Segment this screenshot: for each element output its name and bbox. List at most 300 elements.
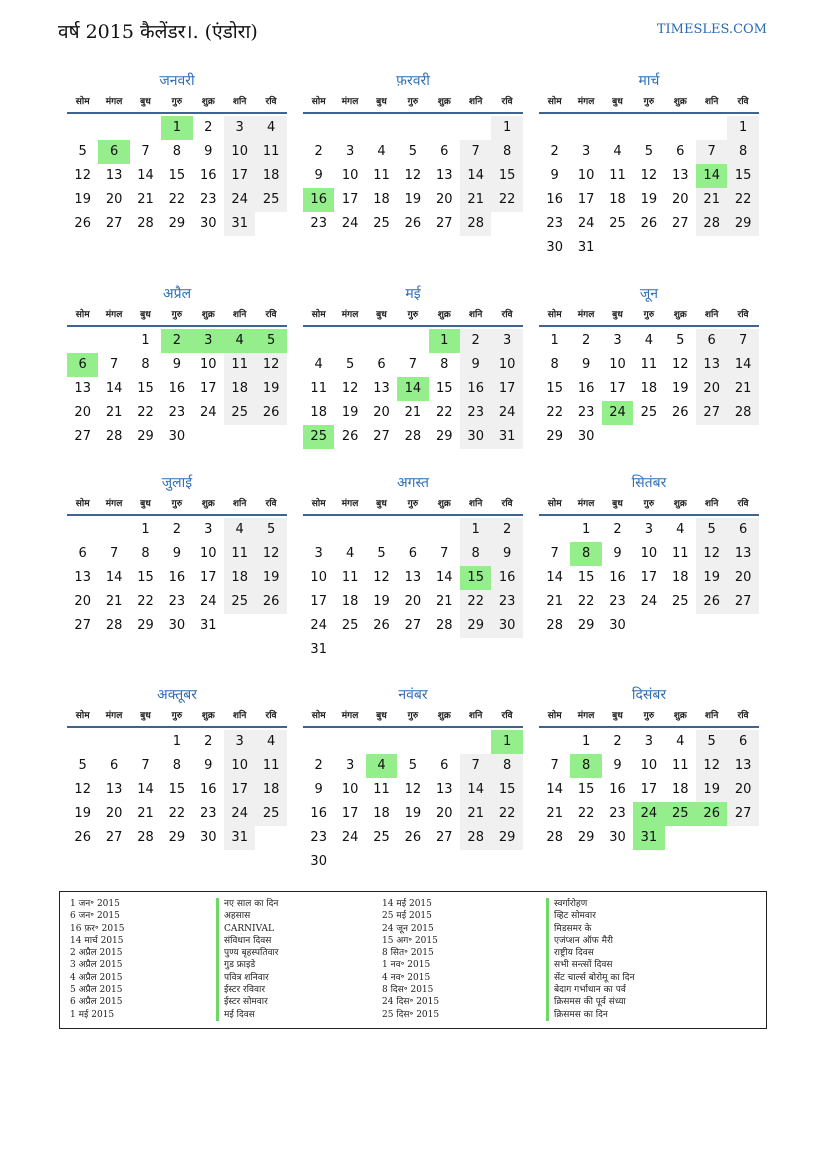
day-cell: 7: [550, 758, 559, 773]
day-cell: 31: [310, 642, 327, 657]
weekday-label: रवि: [265, 711, 277, 721]
weekday-label: सोम: [75, 97, 90, 107]
day-cell: 7: [141, 144, 150, 159]
days-grid: [539, 329, 759, 473]
day-cell: 22: [577, 594, 595, 609]
day-cell: 16: [460, 377, 491, 401]
legend-holiday-name: एजंप्शन ऑफ मैरी: [546, 935, 635, 947]
weekday-header: [303, 305, 523, 327]
day-cell: 16: [168, 381, 186, 396]
day-cell: 9: [613, 546, 622, 561]
weekday-label: सोम: [547, 499, 562, 509]
day-cell: 30: [200, 216, 217, 231]
day-cell: 11: [640, 357, 658, 372]
day-cell: 18: [255, 164, 286, 188]
day-cell: 21: [546, 594, 563, 609]
day-cell: 10: [310, 570, 327, 585]
day-cell: 18: [310, 405, 327, 420]
day-cell: 25: [373, 830, 390, 845]
day-cell: 12: [404, 782, 422, 797]
weekday-header: [67, 494, 287, 516]
holiday-day-cell: 8: [570, 542, 601, 566]
day-cell: 14: [460, 164, 491, 188]
weekday-label: रवि: [265, 310, 277, 320]
day-cell: 20: [727, 566, 758, 590]
day-cell: 9: [460, 353, 491, 377]
weekday-label: शनि: [232, 711, 247, 721]
weekday-label: शुक्र: [437, 711, 451, 721]
day-cell: 4: [345, 546, 355, 561]
day-cell: 15: [137, 381, 154, 396]
weekday-label: बुध: [612, 499, 623, 509]
holiday-day-cell: 26: [696, 802, 727, 826]
day-cell: 19: [640, 192, 658, 207]
day-cell: 9: [204, 144, 213, 159]
day-cell: 3: [644, 734, 654, 749]
day-cell: 16: [310, 806, 327, 821]
day-cell: 15: [727, 164, 758, 188]
day-cell: 12: [696, 542, 727, 566]
day-cell: 24: [341, 216, 359, 231]
day-cell: 9: [314, 782, 323, 797]
weekday-label: शुक्र: [673, 97, 687, 107]
legend-holiday-name: क्रिसमस का दिन: [546, 1009, 635, 1021]
day-cell: 15: [168, 782, 186, 797]
day-cell: 3: [613, 333, 622, 348]
legend-holiday-name: गुड फ्राइडे: [216, 959, 278, 971]
day-cell: 7: [460, 754, 491, 778]
days-grid: [539, 730, 759, 874]
weekday-label: शनि: [704, 310, 719, 320]
weekday-header: [539, 305, 759, 327]
day-cell: 26: [640, 216, 658, 231]
month-block: [67, 283, 287, 473]
day-cell: 17: [310, 594, 327, 609]
month-name: जुलाई: [161, 475, 193, 491]
day-cell: 27: [436, 830, 453, 845]
day-cell: 20: [373, 405, 390, 420]
weekday-label: मंगल: [341, 310, 359, 320]
day-cell: 23: [609, 594, 626, 609]
weekday-label: सोम: [547, 711, 562, 721]
month-name: जून: [639, 286, 659, 302]
day-cell: 24: [310, 618, 327, 633]
weekday-label: रवि: [737, 310, 749, 320]
day-cell: 23: [200, 806, 217, 821]
day-cell: 17: [341, 192, 359, 207]
weekday-label: गुरु: [171, 499, 183, 509]
day-cell: 21: [696, 188, 727, 212]
month-name: अक्तूबर: [157, 687, 197, 703]
day-cell: 12: [255, 353, 286, 377]
day-cell: 11: [609, 168, 626, 183]
day-cell: 29: [460, 614, 491, 638]
day-cell: 16: [200, 782, 217, 797]
weekday-header: [303, 706, 523, 728]
day-cell: 20: [74, 405, 91, 420]
day-cell: 28: [137, 830, 154, 845]
month-block: [539, 283, 759, 473]
holiday-day-cell: 16: [303, 188, 334, 212]
day-cell: 19: [74, 806, 91, 821]
day-cell: 28: [436, 618, 453, 633]
day-cell: 18: [672, 782, 689, 797]
legend-holiday-name: क्रिसमस की पूर्व संध्या: [546, 996, 635, 1008]
day-cell: 14: [460, 778, 491, 802]
legend-date: 6 अप्रैल 2015: [70, 997, 123, 1008]
day-cell: 11: [224, 542, 255, 566]
day-cell: 10: [200, 546, 217, 561]
days-grid: [67, 518, 287, 662]
day-cell: 4: [676, 522, 685, 537]
legend-names-left: [216, 898, 278, 1021]
weekday-label: शुक्र: [437, 310, 451, 320]
day-cell: 30: [168, 429, 186, 444]
legend-dates-left: [70, 898, 125, 1021]
day-cell: 7: [408, 357, 418, 372]
day-cell: 9: [581, 357, 591, 372]
weekday-label: बुध: [376, 310, 387, 320]
day-cell: 21: [436, 594, 453, 609]
day-cell: 5: [676, 333, 685, 348]
day-cell: 23: [577, 405, 595, 420]
day-cell: 29: [727, 212, 758, 236]
day-cell: 10: [341, 168, 359, 183]
month-block: [539, 472, 759, 662]
day-cell: 11: [672, 546, 689, 561]
day-cell: 30: [577, 429, 595, 444]
page-title: वर्ष 2015 कैलेंडर।. (एंडोरा): [58, 21, 258, 43]
day-cell: 5: [644, 144, 654, 159]
day-cell: 5: [696, 730, 727, 754]
legend-date: 4 अप्रैल 2015: [70, 972, 123, 983]
legend-date: 14 मई 2015: [382, 899, 432, 909]
legend-holiday-name: पवित्र शनिवार: [216, 972, 278, 984]
day-cell: 1: [550, 333, 559, 348]
day-cell: 21: [546, 806, 563, 821]
day-cell: 1: [727, 116, 758, 140]
day-cell: 10: [491, 353, 522, 377]
day-cell: 16: [168, 570, 186, 585]
day-cell: 5: [408, 144, 418, 159]
day-cell: 17: [609, 381, 626, 396]
weekday-label: शनि: [468, 499, 483, 509]
day-cell: 26: [696, 590, 727, 614]
weekday-label: मंगल: [577, 499, 595, 509]
day-cell: 10: [224, 140, 255, 164]
month-name: सितंबर: [631, 475, 667, 491]
holiday-day-cell: 4: [224, 329, 255, 353]
day-cell: 13: [727, 542, 758, 566]
day-cell: 27: [436, 216, 453, 231]
day-cell: 14: [105, 570, 123, 585]
weekday-label: शुक्र: [437, 499, 451, 509]
day-cell: 5: [408, 758, 418, 773]
day-cell: 29: [546, 429, 563, 444]
day-cell: 26: [373, 618, 390, 633]
day-cell: 22: [168, 192, 186, 207]
day-cell: 25: [373, 216, 390, 231]
day-cell: 15: [577, 570, 595, 585]
legend-date: 5 अप्रैल 2015: [70, 985, 123, 996]
day-cell: 21: [727, 377, 758, 401]
day-cell: 12: [640, 168, 658, 183]
weekday-header: [67, 706, 287, 728]
legend-holiday-name: CARNIVAL: [216, 923, 278, 935]
day-cell: 28: [137, 216, 154, 231]
holiday-day-cell: 2: [161, 329, 192, 353]
legend-holiday-name: पुण्य बृहस्पतिवार: [216, 947, 278, 959]
day-cell: 24: [224, 188, 255, 212]
day-cell: 20: [105, 192, 123, 207]
weekday-label: सोम: [311, 310, 326, 320]
weekday-label: गुरु: [407, 310, 419, 320]
day-cell: 29: [137, 618, 154, 633]
days-grid: [303, 730, 523, 874]
day-cell: 15: [491, 164, 522, 188]
day-cell: 29: [168, 830, 186, 845]
holiday-day-cell: 15: [460, 566, 491, 590]
month-block: [67, 472, 287, 662]
day-cell: 22: [577, 806, 595, 821]
day-cell: 11: [341, 570, 359, 585]
day-cell: 30: [168, 618, 186, 633]
day-cell: 15: [577, 782, 595, 797]
day-cell: 8: [491, 754, 522, 778]
legend-date: 15 अग॰ 2015: [382, 935, 438, 946]
day-cell: 26: [255, 590, 286, 614]
weekday-header: [67, 305, 287, 327]
day-cell: 6: [78, 546, 87, 561]
weekday-label: रवि: [737, 711, 749, 721]
day-cell: 7: [550, 546, 559, 561]
day-cell: 29: [436, 429, 453, 444]
weekday-label: मंगल: [105, 499, 123, 509]
day-cell: 23: [460, 401, 491, 425]
weekday-label: गुरु: [171, 711, 183, 721]
day-cell: 18: [224, 566, 255, 590]
day-cell: 19: [696, 778, 727, 802]
month-name: अगस्त: [396, 475, 429, 491]
day-cell: 23: [491, 590, 522, 614]
month-block: [303, 684, 523, 874]
day-cell: 15: [137, 570, 154, 585]
day-cell: 8: [141, 357, 150, 372]
day-cell: 13: [373, 381, 390, 396]
legend-date: 14 मार्च 2015: [70, 935, 124, 946]
weekday-label: रवि: [501, 711, 513, 721]
day-cell: 19: [404, 192, 422, 207]
weekday-label: शनि: [704, 499, 719, 509]
weekday-label: शुक्र: [673, 711, 687, 721]
day-cell: 4: [314, 357, 323, 372]
day-cell: 24: [224, 802, 255, 826]
day-cell: 16: [609, 570, 626, 585]
day-cell: 3: [224, 730, 255, 754]
day-cell: 10: [200, 357, 217, 372]
day-cell: 3: [224, 116, 255, 140]
day-cell: 19: [404, 806, 422, 821]
weekday-label: बुध: [612, 97, 623, 107]
legend-date: 4 नव॰ 2015: [382, 972, 431, 983]
day-cell: 15: [491, 778, 522, 802]
day-cell: 13: [436, 168, 453, 183]
day-cell: 7: [440, 546, 449, 561]
days-grid: [67, 116, 287, 260]
day-cell: 9: [613, 758, 622, 773]
day-cell: 31: [577, 240, 595, 255]
day-cell: 27: [74, 618, 91, 633]
day-cell: 26: [672, 405, 689, 420]
weekday-label: शुक्र: [673, 499, 687, 509]
weekday-label: सोम: [547, 310, 562, 320]
day-cell: 8: [550, 357, 559, 372]
weekday-label: शनि: [468, 97, 483, 107]
days-grid: [303, 518, 523, 662]
day-cell: 25: [224, 590, 255, 614]
day-cell: 26: [404, 216, 422, 231]
holiday-day-cell: 25: [303, 425, 334, 449]
day-cell: 27: [404, 618, 422, 633]
weekday-label: गुरु: [407, 97, 419, 107]
legend-date: 25 मई 2015: [382, 911, 432, 922]
day-cell: 10: [577, 168, 595, 183]
day-cell: 18: [373, 192, 390, 207]
legend-holiday-name: स्वर्गारोहण: [546, 898, 635, 910]
day-cell: 29: [577, 830, 595, 845]
month-name: अप्रैल: [162, 286, 192, 302]
day-cell: 7: [727, 329, 758, 353]
day-cell: 13: [74, 381, 91, 396]
day-cell: 19: [672, 381, 689, 396]
weekday-label: मंगल: [341, 711, 359, 721]
weekday-label: बुध: [140, 310, 151, 320]
day-cell: 27: [727, 802, 758, 826]
day-cell: 18: [373, 806, 390, 821]
day-cell: 31: [491, 425, 522, 449]
day-cell: 24: [640, 594, 658, 609]
day-cell: 2: [613, 522, 622, 537]
day-cell: 10: [341, 782, 359, 797]
day-cell: 9: [491, 542, 522, 566]
weekday-label: बुध: [140, 97, 151, 107]
holiday-day-cell: 1: [429, 329, 460, 353]
day-cell: 7: [141, 758, 150, 773]
day-cell: 4: [255, 730, 286, 754]
weekday-label: गुरु: [643, 499, 655, 509]
legend-date: 6 जन॰ 2015: [70, 911, 120, 922]
legend-date: 8 सित॰ 2015: [382, 948, 434, 959]
days-grid: [539, 518, 759, 662]
day-cell: 28: [105, 429, 123, 444]
weekday-label: सोम: [311, 97, 326, 107]
day-cell: 10: [609, 357, 626, 372]
day-cell: 24: [200, 405, 217, 420]
legend-date: 8 दिस॰ 2015: [382, 985, 434, 996]
day-cell: 1: [172, 734, 182, 749]
day-cell: 8: [440, 357, 449, 372]
weekday-header: [303, 494, 523, 516]
weekday-label: मंगल: [105, 310, 123, 320]
day-cell: 11: [255, 754, 286, 778]
holiday-day-cell: 4: [366, 754, 397, 778]
weekday-label: बुध: [140, 711, 151, 721]
day-cell: 23: [609, 806, 626, 821]
day-cell: 19: [696, 566, 727, 590]
day-cell: 16: [200, 168, 217, 183]
legend-date: 16 फ़र॰ 2015: [70, 923, 125, 934]
day-cell: 4: [644, 333, 654, 348]
site-link[interactable]: TIMESLES.COM: [656, 22, 767, 37]
day-cell: 14: [137, 782, 154, 797]
day-cell: 17: [224, 164, 255, 188]
day-cell: 20: [727, 778, 758, 802]
day-cell: 20: [74, 594, 91, 609]
day-cell: 8: [460, 542, 491, 566]
weekday-label: शुक्र: [673, 310, 687, 320]
day-cell: 15: [546, 381, 563, 396]
legend-date: 24 दिस॰ 2015: [382, 997, 440, 1008]
day-cell: 9: [172, 546, 182, 561]
day-cell: 2: [613, 734, 622, 749]
month-block: [539, 684, 759, 874]
day-cell: 29: [168, 216, 186, 231]
days-grid: [303, 329, 523, 473]
weekday-label: रवि: [265, 499, 277, 509]
day-cell: 17: [224, 778, 255, 802]
day-cell: 4: [224, 518, 255, 542]
day-cell: 14: [546, 782, 563, 797]
day-cell: 1: [460, 518, 491, 542]
legend-holiday-name: राष्ट्रीय दिवस: [546, 947, 635, 959]
day-cell: 7: [109, 357, 119, 372]
month-name: दिसंबर: [631, 687, 667, 703]
day-cell: 4: [377, 144, 386, 159]
day-cell: 24: [341, 830, 359, 845]
day-cell: 2: [491, 518, 522, 542]
day-cell: 6: [727, 518, 758, 542]
day-cell: 8: [141, 546, 150, 561]
day-cell: 14: [105, 381, 123, 396]
month-name: जनवरी: [159, 73, 195, 89]
day-cell: 24: [491, 401, 522, 425]
legend-date: 3 अप्रैल 2015: [70, 960, 123, 971]
holiday-day-cell: 14: [397, 377, 428, 401]
legend-holiday-name: अहसास: [216, 910, 278, 922]
day-cell: 20: [404, 594, 422, 609]
day-cell: 29: [137, 429, 154, 444]
weekday-label: रवि: [265, 97, 277, 107]
weekday-label: बुध: [376, 499, 387, 509]
day-cell: 23: [310, 216, 327, 231]
day-cell: 18: [224, 377, 255, 401]
day-cell: 12: [672, 357, 689, 372]
month-name: मार्च: [638, 73, 660, 89]
weekday-label: बुध: [612, 310, 623, 320]
days-grid: [67, 730, 287, 874]
day-cell: 12: [74, 168, 91, 183]
day-cell: 17: [200, 570, 217, 585]
weekday-label: सोम: [547, 97, 562, 107]
day-cell: 29: [491, 826, 522, 850]
day-cell: 6: [377, 357, 386, 372]
day-cell: 25: [224, 401, 255, 425]
holiday-day-cell: 8: [570, 754, 601, 778]
day-cell: 16: [546, 192, 563, 207]
day-cell: 25: [609, 216, 626, 231]
day-cell: 6: [109, 758, 119, 773]
weekday-label: गुरु: [643, 711, 655, 721]
